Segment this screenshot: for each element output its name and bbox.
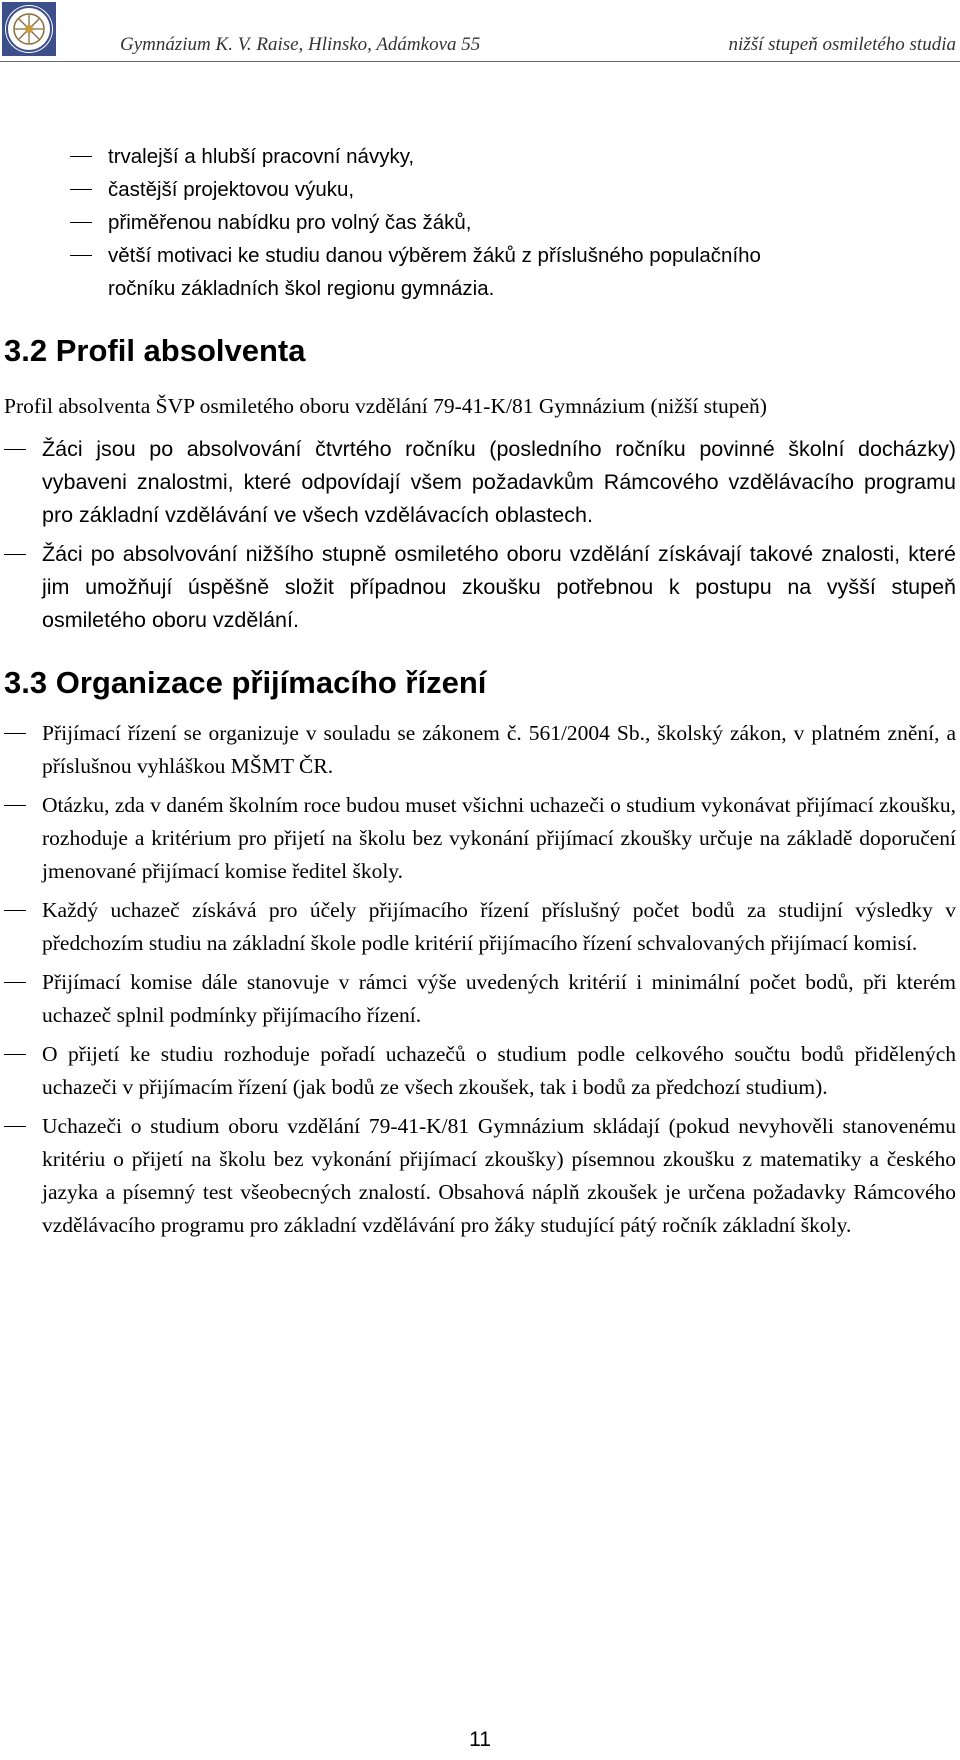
header-divider [0,61,960,62]
list-item: Žáci jsou po absolvování čtvrtého ročníku (posledního ročníku povinné školní docházky) vybaveni znalostmi, které odpovídají všem požadavkům Rámcového vzdělávacího programu pro základní vzdělávání ve všech vzdělávacích oblastech. [4,433,956,532]
section-heading-admission: 3.3 Organizace přijímacího řízení [4,665,487,700]
list-item: Každý uchazeč získává pro účely přijímacího řízení příslušný počet bodů za studijní výsledky v předchozím studiu na základní škole podle kritérií přijímacího řízení schvalovaných přijímací komisí. [4,894,956,960]
profile-list [4,433,956,637]
school-logo [2,2,56,56]
page-number: 11 [469,1728,491,1751]
list-item: větší motivaci ke studiu danou výběrem žáků z příslušného populačního [4,239,956,272]
header-school-name: Gymnázium K. V. Raise, Hlinsko, Adámkova 55 [120,34,481,55]
page-header [0,0,960,62]
list-item: přiměřenou nabídku pro volný čas žáků, [4,206,956,239]
page-content [4,140,956,1242]
list-item: Uchazeči o studium oboru vzdělání 79-41-K/81 Gymnázium skládají (pokud nevyhověli stanovenému kritériu o přijetí na školu bez vykonání přijímací zkoušky) písemnou zkoušku z matematiky a českého jazyka a písemný test všeobecných znalostí. Obsahová náplň zkoušek je určena požadavky Rámcového vzdělávacího programu pro základní vzdělávání pro žáky studující pátý ročník základní školy. [4,1110,956,1242]
list-item: Přijímací řízení se organizuje v souladu se zákonem č. 561/2004 Sb., školský zákon, v platném znění, a příslušnou vyhláškou MŠMT ČR. [4,717,956,783]
list-item: Otázku, zda v daném školním roce budou muset všichni uchazeči o studium vykonávat přijímací zkoušku, rozhoduje a kritérium pro přijetí na školu bez vykonání přijímací zkoušky určuje na základě doporučení jmenované přijímací komise ředitel školy. [4,789,956,888]
admission-list [4,717,956,1242]
intro-list [4,140,956,305]
list-item: častější projektovou výuku, [4,173,956,206]
list-item: O přijetí ke studiu rozhoduje pořadí uchazečů o studium podle celkového součtu bodů přidělených uchazeči v přijímacím řízení (jak bodů ze všech zkoušek, tak i bodů za předchozí studium). [4,1038,956,1104]
list-item: Žáci po absolvování nižšího stupně osmiletého oboru vzdělání získávají takové znalosti, které jim umožňují úspěšně složit případnou zkoušku potřebnou k postupu na vyšší stupeň osmiletého oboru vzdělání. [4,538,956,637]
section-heading-profile: 3.2 Profil absolventa [4,333,306,368]
list-item: trvalejší a hlubší pracovní návyky, [4,140,956,173]
list-item-continuation: ročníku základních škol regionu gymnázia. [108,277,495,300]
profile-lead: Profil absolventa ŠVP osmiletého oboru vzdělání 79-41-K/81 Gymnázium (nižší stupeň) [4,394,767,418]
header-study-level: nižší stupeň osmiletého studia [728,34,956,55]
list-item: Přijímací komise dále stanovuje v rámci výše uvedených kritérií i minimální počet bodů, při kterém uchazeč splnil podmínky přijímacího řízení. [4,966,956,1032]
